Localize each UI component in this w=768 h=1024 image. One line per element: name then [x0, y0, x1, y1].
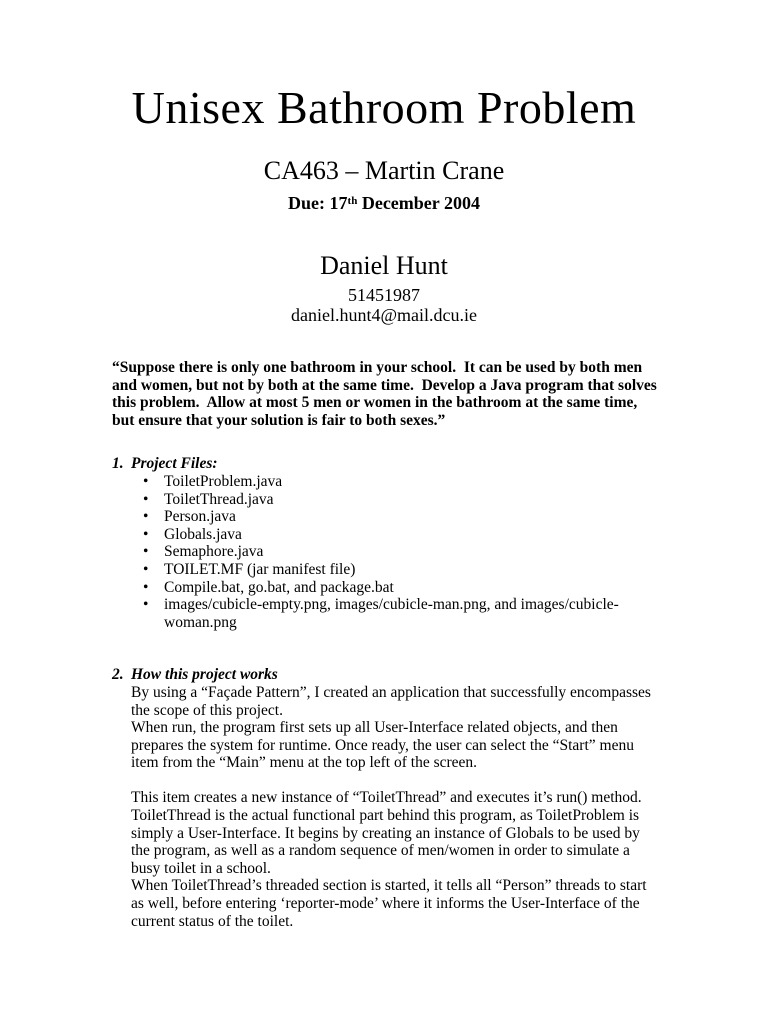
section-how-it-works	[112, 666, 658, 930]
project-file-item: • Globals.java	[143, 526, 658, 544]
project-file-item: • Compile.bat, go.bat, and package.bat	[143, 579, 658, 597]
due-date-prefix: Due: 17	[288, 193, 348, 213]
due-date-suffix: December 2004	[357, 193, 480, 213]
how-it-works-paragraph: When ToiletThread’s threaded section is started, it tells all “Person” threads to start as well, before entering ‘reporter-mode’ where it informs the User-Interface of the current status of the toilet.	[131, 877, 647, 930]
section-heading-how-it-works: How this project works	[131, 666, 278, 684]
project-file-item: • ToiletThread.java	[143, 491, 658, 509]
section-project-files	[112, 455, 658, 631]
course-line: CA463 – Martin Crane	[263, 156, 505, 185]
section-heading-project-files: Project Files:	[131, 455, 218, 473]
project-files-list	[131, 473, 658, 631]
section-number: 1.	[112, 455, 124, 473]
due-date-line	[0, 192, 768, 217]
document-body	[112, 359, 661, 930]
project-file-item: • Semaphore.java	[143, 543, 658, 561]
project-file-item: • Person.java	[143, 508, 658, 526]
project-file-item: • TOILET.MF (jar manifest file)	[143, 561, 658, 579]
project-file-item: • images/cubicle-empty.png, images/cubicle-man.png, and images/cubicle-woman.png	[143, 596, 658, 631]
how-it-works-paragraph: This item creates a new instance of “ToiletThread” and executes it’s run() method. ToiletThread is the actual functional part behind this program, as ToiletProblem is simply a User-Interface. It begins by creating an instance of Globals to be used by the program, as well as a random sequence of men/women in order to simulate a busy toilet in a school.	[131, 789, 642, 877]
project-file-item: • ToiletProblem.java	[143, 473, 658, 491]
document-header	[0, 0, 768, 325]
section-number: 2.	[112, 666, 124, 684]
how-it-works-paragraph: When run, the program first sets up all User-Interface related objects, and then prepares the system for runtime. Once ready, the user can select the “Start” menu item from the “Main” menu at the top left of the screen.	[131, 719, 634, 772]
author-email: daniel.hunt4@mail.dcu.ie	[290, 305, 478, 325]
author-name: Daniel Hunt	[320, 251, 448, 280]
due-date-ordinal: th	[347, 195, 358, 208]
how-it-works-paragraph: By using a “Façade Pattern”, I created an application that successfully encompasses the scope of this project.	[131, 683, 651, 719]
assignment-quote: “Suppose there is only one bathroom in your school. It can be used by both men and women, but not by both at the same time. Develop a Java program that solves this problem. Allow at most 5 men or women in the bathroom at the same time, but ensure that your solution is fair to both sexes.”	[112, 359, 661, 429]
document-title: Unisex Bathroom Problem	[131, 82, 637, 133]
student-id: 51451987	[348, 285, 420, 305]
